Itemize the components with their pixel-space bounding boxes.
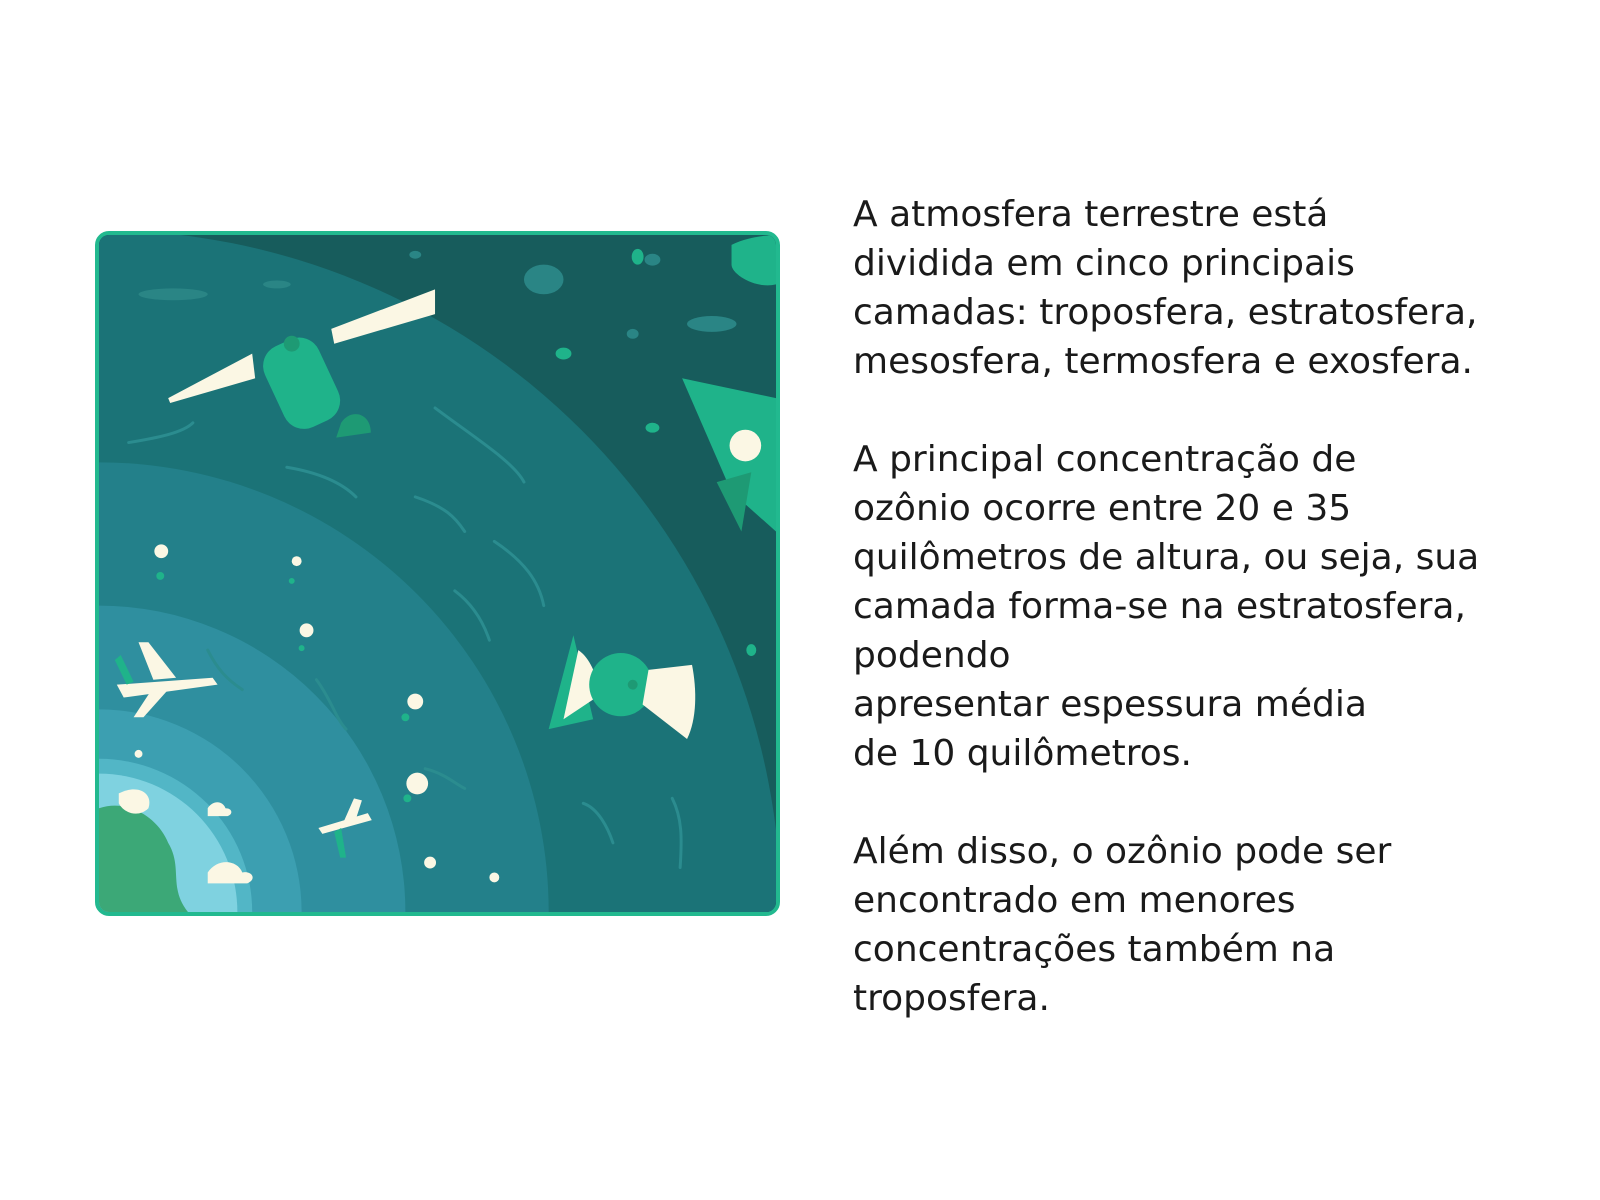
- text-line: apresentar espessura média: [853, 684, 1367, 725]
- text-line: Além disso, o ozônio pode ser: [853, 831, 1392, 872]
- text-line: A atmosfera terrestre está: [853, 194, 1329, 235]
- text-line: A principal concentração de: [853, 439, 1357, 480]
- text-line: podendo: [853, 635, 1011, 676]
- atmosphere-layers-graphic: [99, 235, 776, 912]
- text-line: concentrações também na: [853, 929, 1336, 970]
- text-line: encontrado em menores: [853, 880, 1296, 921]
- text-line: camada forma-se na estratosfera,: [853, 586, 1466, 627]
- text-line: mesosfera, termosfera e exosfera.: [853, 341, 1473, 382]
- text-line: quilômetros de altura, ou seja, sua: [853, 537, 1480, 578]
- atmosphere-illustration: [95, 231, 780, 916]
- slide-text: [853, 190, 1573, 1072]
- text-line: dividida em cinco principais: [853, 243, 1355, 284]
- text-line: troposfera.: [853, 978, 1050, 1019]
- text-line: camadas: troposfera, estratosfera,: [853, 292, 1478, 333]
- text-line: de 10 quilômetros.: [853, 733, 1192, 774]
- paragraph-troposphere-ozone: [853, 827, 1573, 1023]
- paragraph-ozone-concentration: [853, 435, 1573, 778]
- paragraph-atmosphere-layers: [853, 190, 1573, 386]
- text-line: ozônio ocorre entre 20 e 35: [853, 488, 1352, 529]
